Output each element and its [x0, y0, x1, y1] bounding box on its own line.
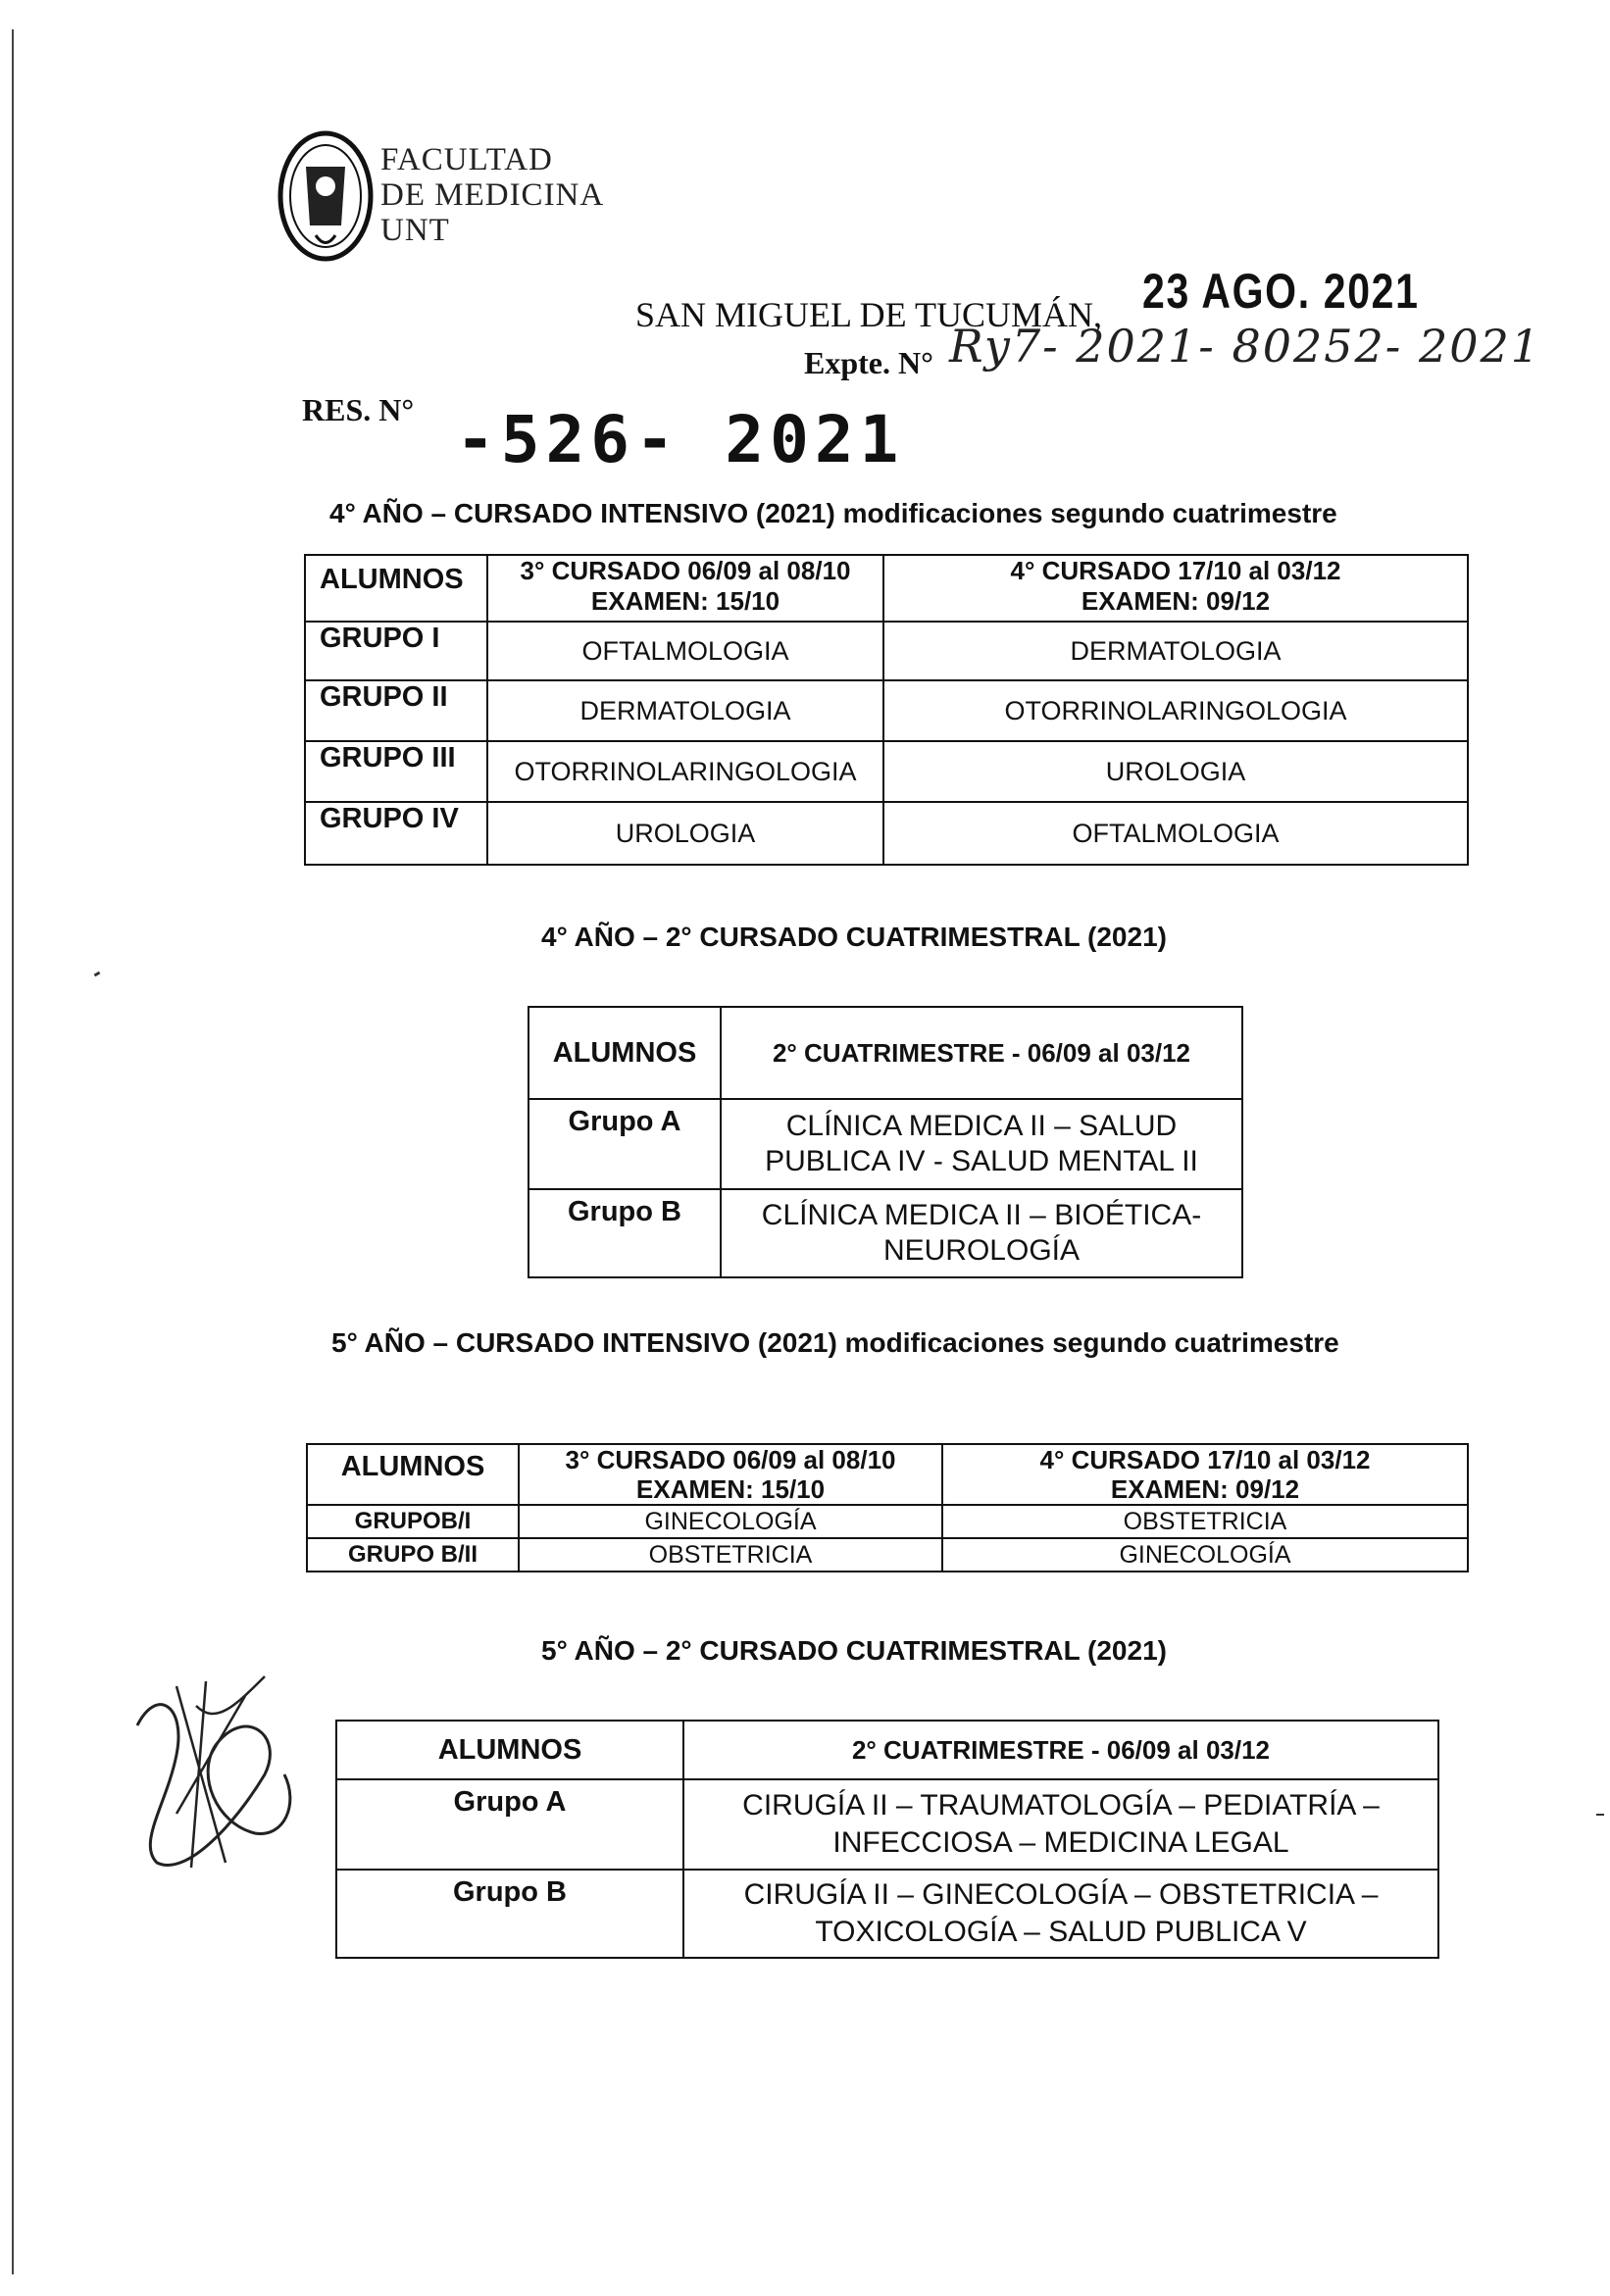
table2-subjects-line1: CLÍNICA MEDICA II – BIOÉTICA-: [761, 1199, 1202, 1231]
date-stamp: 23 AGO. 2021: [1142, 264, 1420, 319]
table1-header-col1-line2: EXAMEN: 15/10: [590, 586, 780, 616]
table-row: [336, 1870, 1438, 1958]
table1-cell: OFTALMOLOGIA: [487, 622, 883, 680]
table1-cell: OTORRINOLARINGOLOGIA: [487, 741, 883, 802]
expte-number: Ry7- 2021- 80252- 2021: [949, 320, 1542, 373]
table2-subjects-line2: PUBLICA IV - SALUD MENTAL II: [765, 1145, 1198, 1177]
table-row: [305, 741, 1468, 802]
table1-title: 4° AÑO – CURSADO INTENSIVO (2021) modificaciones segundo cuatrimestre: [329, 498, 1337, 528]
table4-subjects-line2: TOXICOLOGÍA – SALUD PUBLICA V: [815, 1916, 1307, 1948]
scan-margin-line: [12, 29, 14, 2274]
table1-header-col2: [883, 555, 1468, 622]
table4-subjects-line1: CIRUGÍA II – GINECOLOGÍA – OBSTETRICIA –: [743, 1878, 1379, 1911]
table3-header-col1-line2: EXAMEN: 15/10: [635, 1474, 826, 1504]
city-line: SAN MIGUEL DE TUCUMÁN,: [635, 295, 1102, 334]
res-label: RES. N°: [302, 392, 415, 427]
table1-header-col2-line2: EXAMEN: 09/12: [1081, 586, 1271, 616]
table3-cell: GINECOLOGÍA: [942, 1538, 1468, 1572]
table1-group: GRUPO II: [305, 680, 487, 741]
table2-subjects-line1: CLÍNICA MEDICA II – SALUD: [785, 1110, 1178, 1142]
table1-header-alumnos: ALUMNOS: [305, 555, 487, 622]
table3-header-col1: [519, 1444, 942, 1505]
table2-subjects: [721, 1189, 1242, 1277]
table1-cell: OTORRINOLARINGOLOGIA: [883, 680, 1468, 741]
table2-subjects-line2: NEUROLOGÍA: [882, 1234, 1081, 1267]
table4-group: Grupo A: [336, 1779, 683, 1870]
table4-header-row: [336, 1721, 1438, 1779]
table3-header-col2: [942, 1444, 1468, 1505]
scan-mark: [1596, 1814, 1604, 1816]
table3-header-col1-line1: 3° CURSADO 06/09 al 08/10: [565, 1445, 896, 1474]
table-row: [305, 802, 1468, 865]
table3-cell: OBSTETRICIA: [942, 1505, 1468, 1538]
institution-line-2: DE MEDICINA: [380, 177, 605, 213]
table2-group: Grupo A: [528, 1099, 721, 1189]
table4-subjects: [683, 1870, 1438, 1958]
table3-header-col2-line1: 4° CURSADO 17/10 al 03/12: [1039, 1445, 1371, 1474]
table3-header-row: [307, 1444, 1468, 1505]
table1-header-col2-line1: 4° CURSADO 17/10 al 03/12: [1010, 556, 1341, 585]
table-row: [305, 622, 1468, 680]
scan-mark: [94, 972, 101, 977]
institution-line-1: FACULTAD: [380, 142, 553, 177]
table2-header-alumnos: ALUMNOS: [528, 1007, 721, 1099]
table1-header-col1: [487, 555, 883, 622]
table4-subjects-line2: INFECCIOSA – MEDICINA LEGAL: [832, 1826, 1289, 1859]
table1-cell: OFTALMOLOGIA: [883, 802, 1468, 865]
table2-group: Grupo B: [528, 1189, 721, 1277]
table1-cell: DERMATOLOGIA: [883, 622, 1468, 680]
institution-name: [380, 142, 604, 248]
table1-cell: UROLOGIA: [883, 741, 1468, 802]
table2-header-row: [528, 1007, 1242, 1099]
signature-scribble-icon: [118, 1667, 314, 1882]
table3-header-alumnos: ALUMNOS: [307, 1444, 519, 1505]
table3-group: GRUPO B/II: [307, 1538, 519, 1572]
table-row: [307, 1538, 1468, 1572]
table-row: [336, 1779, 1438, 1870]
table-row: [307, 1505, 1468, 1538]
table4-subjects-line1: CIRUGÍA II – TRAUMATOLOGÍA – PEDIATRÍA –: [742, 1789, 1380, 1822]
table1-header-row: [305, 555, 1468, 622]
table1-group: GRUPO III: [305, 741, 487, 802]
table2-header-period: 2° CUATRIMESTRE - 06/09 al 03/12: [721, 1007, 1242, 1099]
table3-cell: GINECOLOGÍA: [519, 1505, 942, 1538]
university-seal-icon: [277, 127, 375, 265]
table2-title: 4° AÑO – 2° CURSADO CUATRIMESTRAL (2021): [541, 922, 1167, 952]
table4-header-alumnos: ALUMNOS: [336, 1721, 683, 1779]
table4-header-period: 2° CUATRIMESTRE - 06/09 al 03/12: [683, 1721, 1438, 1779]
table3-cell: OBSTETRICIA: [519, 1538, 942, 1572]
institution-line-3: UNT: [380, 213, 450, 248]
table2-subjects: [721, 1099, 1242, 1189]
table4-subjects: [683, 1779, 1438, 1870]
table1: [304, 554, 1469, 866]
res-number: -526- 2021: [456, 402, 905, 477]
table3-title: 5° AÑO – CURSADO INTENSIVO (2021) modificaciones segundo cuatrimestre: [331, 1327, 1339, 1358]
table2: [528, 1006, 1243, 1278]
expte-label: Expte. N°: [804, 345, 933, 380]
table3-header-col2-line2: EXAMEN: 09/12: [1110, 1474, 1300, 1504]
table4-title: 5° AÑO – 2° CURSADO CUATRIMESTRAL (2021): [541, 1635, 1167, 1666]
table-row: [528, 1099, 1242, 1189]
table1-cell: DERMATOLOGIA: [487, 680, 883, 741]
table1-group: GRUPO I: [305, 622, 487, 680]
table1-cell: UROLOGIA: [487, 802, 883, 865]
table3: [306, 1443, 1469, 1572]
table-row: [528, 1189, 1242, 1277]
table4: [335, 1720, 1439, 1959]
table4-group: Grupo B: [336, 1870, 683, 1958]
table1-header-col1-line1: 3° CURSADO 06/09 al 08/10: [520, 556, 851, 585]
table-row: [305, 680, 1468, 741]
table3-group: GRUPOB/I: [307, 1505, 519, 1538]
table1-group: GRUPO IV: [305, 802, 487, 865]
